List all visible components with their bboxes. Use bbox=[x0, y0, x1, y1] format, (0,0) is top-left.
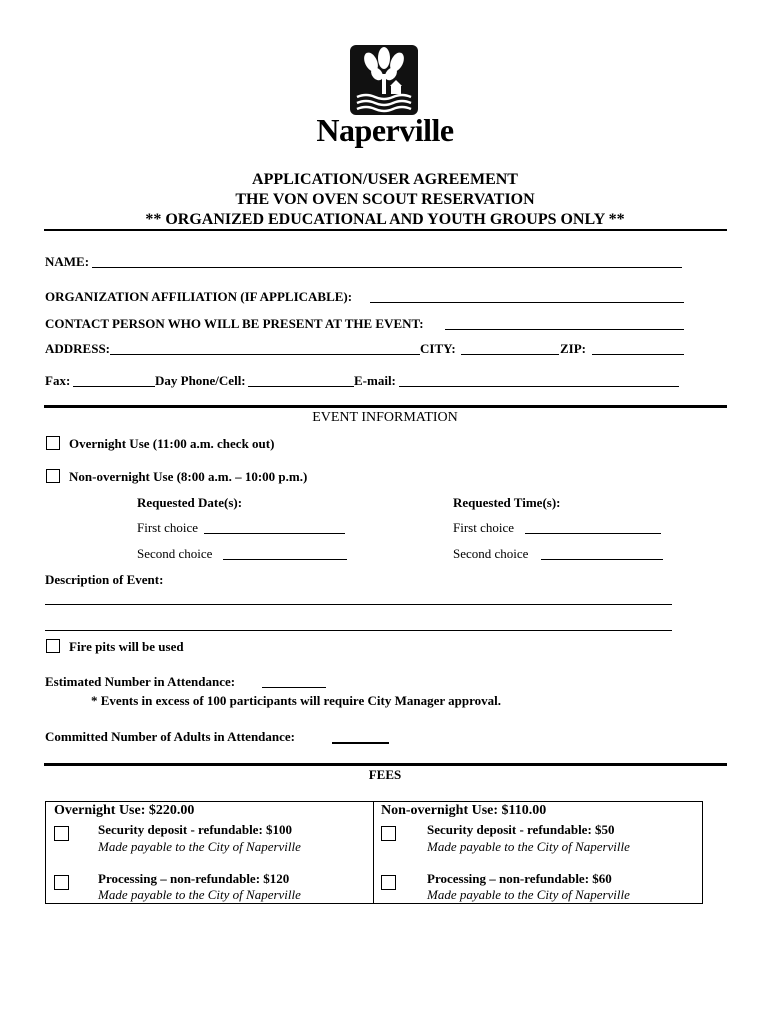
firepits-checkbox[interactable] bbox=[46, 639, 60, 653]
zip-input[interactable] bbox=[592, 354, 684, 355]
fee-overnight-processing-checkbox[interactable] bbox=[54, 875, 69, 890]
email-label: E-mail: bbox=[354, 373, 396, 388]
contact-input[interactable] bbox=[445, 329, 684, 330]
requested-times-label: Requested Time(s): bbox=[453, 495, 561, 510]
fee-overnight-processing-note: Made payable to the City of Naperville bbox=[98, 887, 301, 902]
organization-label: ORGANIZATION AFFILIATION (IF APPLICABLE): bbox=[45, 289, 353, 304]
city-label: CITY: bbox=[420, 341, 456, 356]
name-label: NAME: bbox=[45, 254, 90, 269]
attendance-label: Estimated Number in Attendance: bbox=[45, 674, 236, 689]
date-second-choice-input[interactable] bbox=[223, 559, 347, 560]
event-heading: EVENT INFORMATION bbox=[312, 410, 458, 425]
description-input-line-2[interactable] bbox=[45, 630, 672, 631]
fax-label: Fax: bbox=[45, 373, 71, 388]
firepits-label: Fire pits will be used bbox=[69, 639, 184, 654]
fee-overnight-deposit-note: Made payable to the City of Naperville bbox=[98, 839, 301, 854]
time-second-choice-label: Second choice bbox=[453, 546, 529, 561]
adults-label: Committed Number of Adults in Attendance: bbox=[45, 729, 296, 744]
nonovernight-label: Non-overnight Use (8:00 a.m. – 10:00 p.m.) bbox=[69, 469, 308, 484]
contact-label: CONTACT PERSON WHO WILL BE PRESENT AT THE EVENT: bbox=[45, 316, 424, 331]
zip-label: ZIP: bbox=[560, 341, 586, 356]
header-divider bbox=[44, 229, 727, 231]
fee-overnight-deposit-checkbox[interactable] bbox=[54, 826, 69, 841]
date-first-choice-label: First choice bbox=[137, 520, 199, 535]
nonovernight-checkbox[interactable] bbox=[46, 469, 60, 483]
header-title-1: APPLICATION/USER AGREEMENT bbox=[252, 171, 518, 188]
fee-nonovernight-deposit-note: Made payable to the City of Naperville bbox=[427, 839, 630, 854]
time-first-choice-label: First choice bbox=[453, 520, 515, 535]
fee-nonovernight-deposit-checkbox[interactable] bbox=[381, 826, 396, 841]
requested-dates-label: Requested Date(s): bbox=[137, 495, 243, 510]
fee-nonovernight-title: Non-overnight Use: $110.00 bbox=[381, 803, 547, 818]
fee-nonovernight-processing-checkbox[interactable] bbox=[381, 875, 396, 890]
city-tree-logo-icon bbox=[349, 44, 419, 116]
phone-input[interactable] bbox=[248, 386, 354, 387]
header-title-2: THE VON OVEN SCOUT RESERVATION bbox=[235, 191, 535, 208]
header-title-3: ** ORGANIZED EDUCATIONAL AND YOUTH GROUPS ONLY ** bbox=[145, 211, 625, 228]
naperville-logo bbox=[300, 44, 470, 148]
attendance-note: * Events in excess of 100 participants will require City Manager approval. bbox=[91, 693, 501, 708]
phone-label: Day Phone/Cell: bbox=[155, 373, 246, 388]
organization-input[interactable] bbox=[370, 302, 684, 303]
adults-input[interactable] bbox=[332, 742, 389, 744]
fax-input[interactable] bbox=[73, 386, 155, 387]
fee-overnight-title: Overnight Use: $220.00 bbox=[54, 803, 195, 818]
description-label: Description of Event: bbox=[45, 572, 164, 587]
time-first-choice-input[interactable] bbox=[525, 533, 661, 534]
attendance-input[interactable] bbox=[262, 687, 326, 688]
fee-nonovernight-deposit-label: Security deposit - refundable: $50 bbox=[427, 822, 615, 837]
event-divider bbox=[44, 405, 727, 408]
fees-divider bbox=[44, 763, 727, 766]
logo-wordmark: Naperville bbox=[316, 112, 454, 148]
email-input[interactable] bbox=[399, 386, 679, 387]
fee-nonovernight-processing-label: Processing – non-refundable: $60 bbox=[427, 871, 612, 886]
fees-table-divider bbox=[373, 801, 374, 904]
fee-nonovernight-processing-note: Made payable to the City of Naperville bbox=[427, 887, 630, 902]
overnight-label: Overnight Use (11:00 a.m. check out) bbox=[69, 436, 275, 451]
date-second-choice-label: Second choice bbox=[137, 546, 213, 561]
city-input[interactable] bbox=[461, 354, 559, 355]
date-first-choice-input[interactable] bbox=[204, 533, 345, 534]
overnight-checkbox[interactable] bbox=[46, 436, 60, 450]
fee-overnight-deposit-label: Security deposit - refundable: $100 bbox=[98, 822, 293, 837]
name-input[interactable] bbox=[92, 267, 682, 268]
address-label: ADDRESS: bbox=[45, 341, 111, 356]
fees-heading: FEES bbox=[368, 767, 402, 782]
address-input[interactable] bbox=[110, 354, 420, 355]
fee-overnight-processing-label: Processing – non-refundable: $120 bbox=[98, 871, 290, 886]
description-input-line-1[interactable] bbox=[45, 604, 672, 605]
time-second-choice-input[interactable] bbox=[541, 559, 663, 560]
